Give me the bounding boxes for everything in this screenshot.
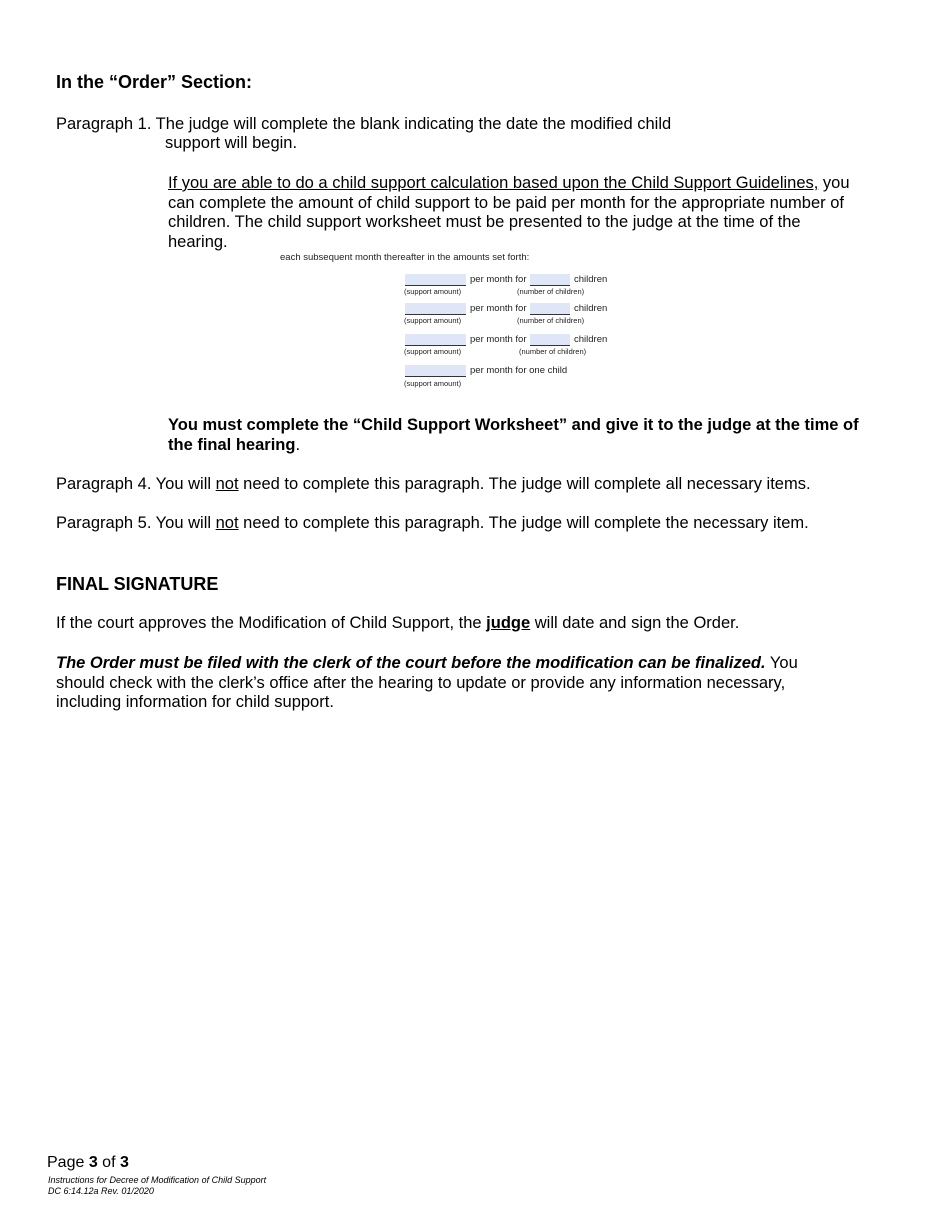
- support-amount-caption: (support amount): [404, 316, 462, 325]
- number-children-field: [530, 303, 570, 315]
- form-excerpt-intro: each subsequent month thereafter in the amounts set forth:: [280, 252, 530, 263]
- section-heading-order: In the “Order” Section:: [56, 72, 253, 92]
- page-number: Page 3 of 3: [47, 1154, 129, 1171]
- per-month-label: per month for: [470, 303, 527, 314]
- paragraph-4: Paragraph 4. You will not need to complete this paragraph. The judge will complete all necessary items.: [56, 475, 811, 493]
- per-month-label: per month for: [470, 334, 527, 345]
- support-amount-caption: (support amount): [404, 379, 462, 388]
- support-amount-field: [405, 274, 466, 286]
- number-children-caption: (number of children): [517, 287, 585, 296]
- section-heading-final-signature: FINAL SIGNATURE: [56, 574, 219, 594]
- number-children-field: [530, 274, 570, 286]
- support-amount-field: [405, 303, 466, 315]
- worksheet-note: You must complete the “Child Support Worksheet” and give it to the judge at the time of the final hearing.: [168, 416, 859, 454]
- footer-doc-info: Instructions for Decree of Modification of Child Support DC 6:14.12a Rev. 01/2020: [48, 1175, 267, 1196]
- calculation-paragraph: If you are able to do a child support calculation based upon the Child Support Guidelines, you can complete the amount of child support to be paid per month for the appropriate number of children. The child support worksheet must be presented to the judge at the time of the hearing.: [168, 174, 850, 251]
- paragraph-5: Paragraph 5. You will not need to complete this paragraph. The judge will complete the necessary item.: [56, 514, 809, 532]
- paragraph-1-line-1: Paragraph 1. The judge will complete the blank indicating the date the modified child: [56, 115, 672, 133]
- guidelines-underlined-text: If you are able to do a child support calculation based upon the Child Support Guidelines,: [168, 174, 819, 192]
- children-label: children: [574, 303, 608, 314]
- approval-paragraph: If the court approves the Modification of Child Support, the judge will date and sign the Order.: [56, 614, 740, 632]
- children-label: children: [574, 274, 608, 285]
- number-children-caption: (number of children): [517, 316, 585, 325]
- children-label: children: [574, 334, 608, 345]
- per-month-label: per month for: [470, 274, 527, 285]
- filing-paragraph: The Order must be filed with the clerk of the court before the modification can be finalized. You should check with the clerk’s office after the hearing to update or provide any information necessary, including information for child support.: [56, 654, 798, 711]
- support-amount-caption: (support amount): [404, 347, 462, 356]
- support-amount-field: [405, 365, 466, 377]
- support-amount-caption: (support amount): [404, 287, 462, 296]
- support-amount-field: [405, 334, 466, 346]
- one-child-label: per month for one child: [470, 365, 568, 376]
- form-excerpt-figure: [268, 252, 628, 392]
- paragraph-1-line-2: support will begin.: [165, 134, 298, 152]
- number-children-caption: (number of children): [519, 347, 587, 356]
- number-children-field: [530, 334, 570, 346]
